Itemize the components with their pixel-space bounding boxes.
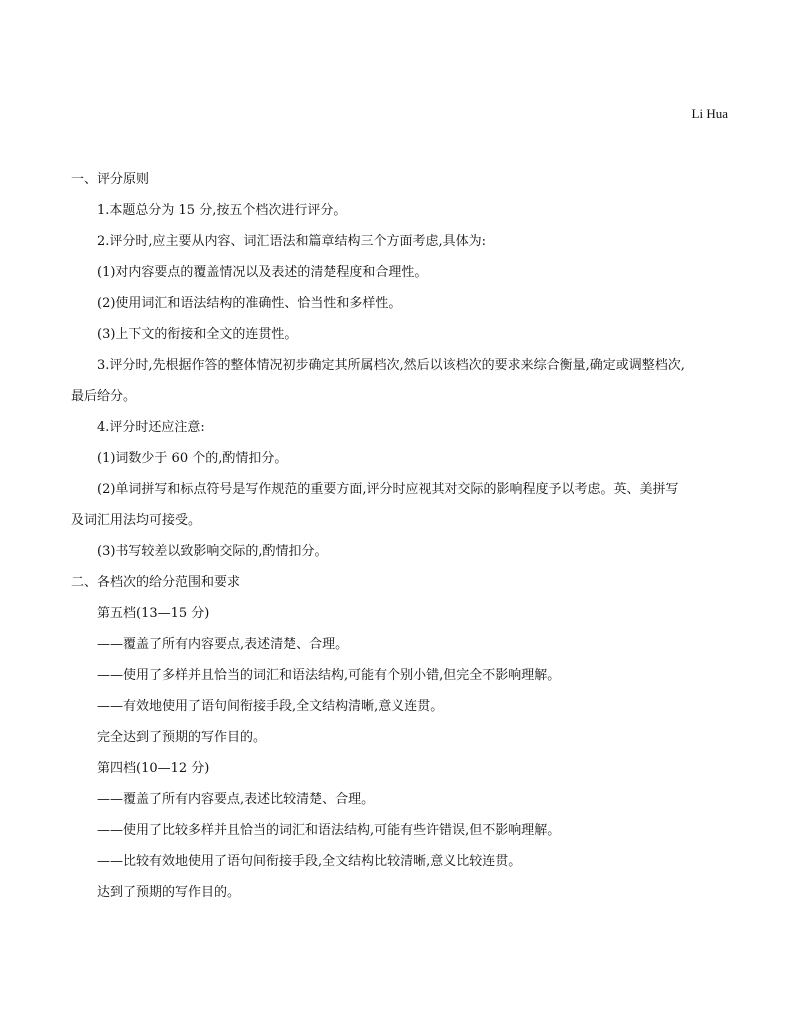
rule-2-item-3: (3)上下文的衔接和全文的连贯性。 <box>97 327 298 342</box>
grade-4-title: 第四档(10—12 分) <box>97 761 210 776</box>
rule-4-item-2-line-1: (2)单词拼写和标点符号是写作规范的重要方面,评分时应视其对交际的影响程度予以考虑。英、美拼写 <box>97 482 679 497</box>
rule-2: 2.评分时,应主要从内容、词汇语法和篇章结构三个方面考虑,具体为: <box>97 234 487 249</box>
section-1-title: 一、评分原则 <box>71 172 150 187</box>
grade-5-item-3: ——有效地使用了语句间衔接手段,全文结构清晰,意义连贯。 <box>97 699 444 714</box>
signature: Li Hua <box>691 106 728 121</box>
section-2-title: 二、各档次的给分范围和要求 <box>71 575 241 590</box>
rule-4: 4.评分时还应注意: <box>97 420 205 435</box>
grade-5-item-1: ——覆盖了所有内容要点,表述清楚、合理。 <box>97 637 349 652</box>
rule-2-item-1: (1)对内容要点的覆盖情况以及表述的清楚程度和合理性。 <box>97 265 428 280</box>
rule-3-line-2: 最后给分。 <box>71 389 137 404</box>
rule-4-item-2-line-2: 及词汇用法均可接受。 <box>71 513 202 528</box>
rule-4-item-1: (1)词数少于 60 个的,酌情扣分。 <box>97 451 288 466</box>
rule-2-item-2: (2)使用词汇和语法结构的准确性、恰当性和多样性。 <box>97 296 402 311</box>
grade-4-item-3: ——比较有效地使用了语句间衔接手段,全文结构比较清晰,意义比较连贯。 <box>97 854 522 869</box>
rule-3-line-1: 3.评分时,先根据作答的整体情况初步确定其所属档次,然后以该档次的要求来综合衡量,确定或调整档次, <box>97 358 685 373</box>
grade-4-item-1: ——覆盖了所有内容要点,表述比较清楚、合理。 <box>97 792 375 807</box>
rule-4-item-3: (3)书写较差以致影响交际的,酌情扣分。 <box>97 544 328 559</box>
rule-1: 1.本题总分为 15 分,按五个档次进行评分。 <box>97 203 347 218</box>
grade-4-conclusion: 达到了预期的写作目的。 <box>97 885 241 900</box>
document-body <box>71 164 731 908</box>
grade-5-title: 第五档(13—15 分) <box>97 606 210 621</box>
grade-5-item-2: ——使用了多样并且恰当的词汇和语法结构,可能有个别小错,但完全不影响理解。 <box>97 668 561 683</box>
grade-5-conclusion: 完全达到了预期的写作目的。 <box>97 730 267 745</box>
grade-4-item-2: ——使用了比较多样并且恰当的词汇和语法结构,可能有些许错误,但不影响理解。 <box>97 823 561 838</box>
